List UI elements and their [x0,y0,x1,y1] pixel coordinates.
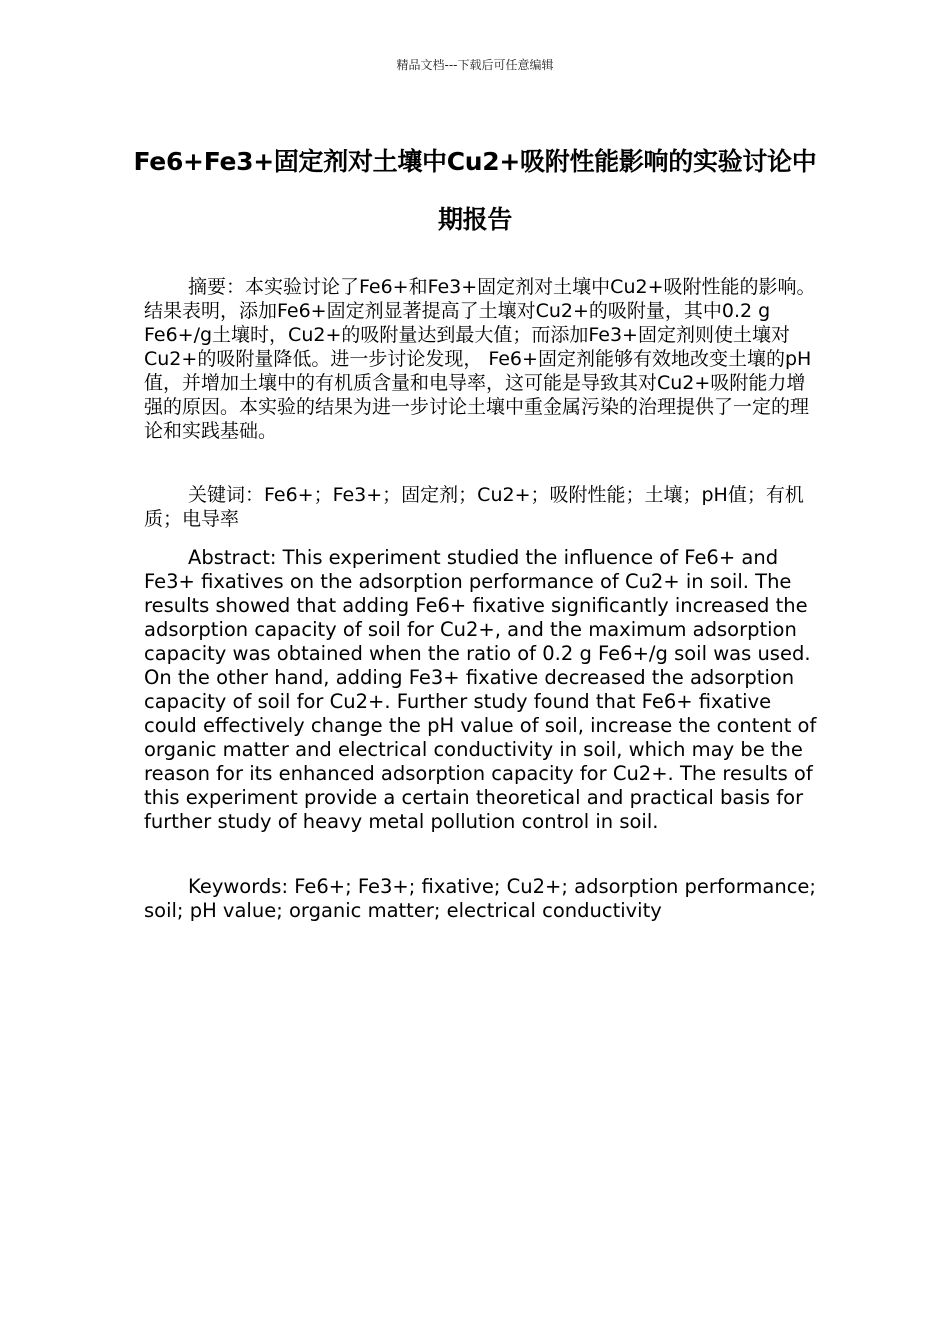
document-title: Fe6+Fe3+固定剂对土壤中Cu2+吸附性能影响的实验讨论中期报告 [133,147,817,234]
abstract-english: Abstract: This experiment studied the influence of Fe6+ and Fe3+ fixatives on the adsorption performance of Cu2+ in soil. The results showed that adding Fe6+ fixative significantly increased the adsorption capacity of soil for Cu2+, and the maximum adsorption capacity was obtained when the ratio of 0.2 g Fe6+/g soil was used. On the other hand, adding Fe3+ fixative decreased the adsorption capacity of soil for Cu2+. Further study found that Fe6+ fixative could effectively change the pH value of soil, increase the content of organic matter and electrical conductivity in soil, which may be the reason for its enhanced adsorption capacity for Cu2+. The results of this experiment provide a certain theoretical and practical basis for further study of heavy metal pollution control in soil. [144,546,817,833]
abstract-chinese: 摘要：本实验讨论了Fe6+和Fe3+固定剂对土壤中Cu2+吸附性能的影响。结果表明，添加Fe6+固定剂显著提高了土壤对Cu2+的吸附量，其中0.2 g Fe6+/g土壤时，Cu2+的吸附量达到最大值；而添加Fe3+固定剂则使土壤对Cu2+的吸附量降低。进一步讨论发现， Fe6+固定剂能够有效地改变土壤的pH值，并增加土壤中的有机质含量和电导率，这可能是导致其对Cu2+吸附能力增强的原因。本实验的结果为进一步讨论土壤中重金属污染的治理提供了一定的理论和实践基础。 [144,276,816,442]
header-note: 精品文档---下载后可任意编辑 [396,58,554,72]
keywords-chinese: 关键词：Fe6+；Fe3+；固定剂；Cu2+；吸附性能；土壤；pH值；有机质；电导率 [144,484,804,530]
keywords-english: Keywords: Fe6+; Fe3+; fixative; Cu2+; adsorption performance; soil; pH value; organic matter; electrical conductivity [144,875,816,922]
